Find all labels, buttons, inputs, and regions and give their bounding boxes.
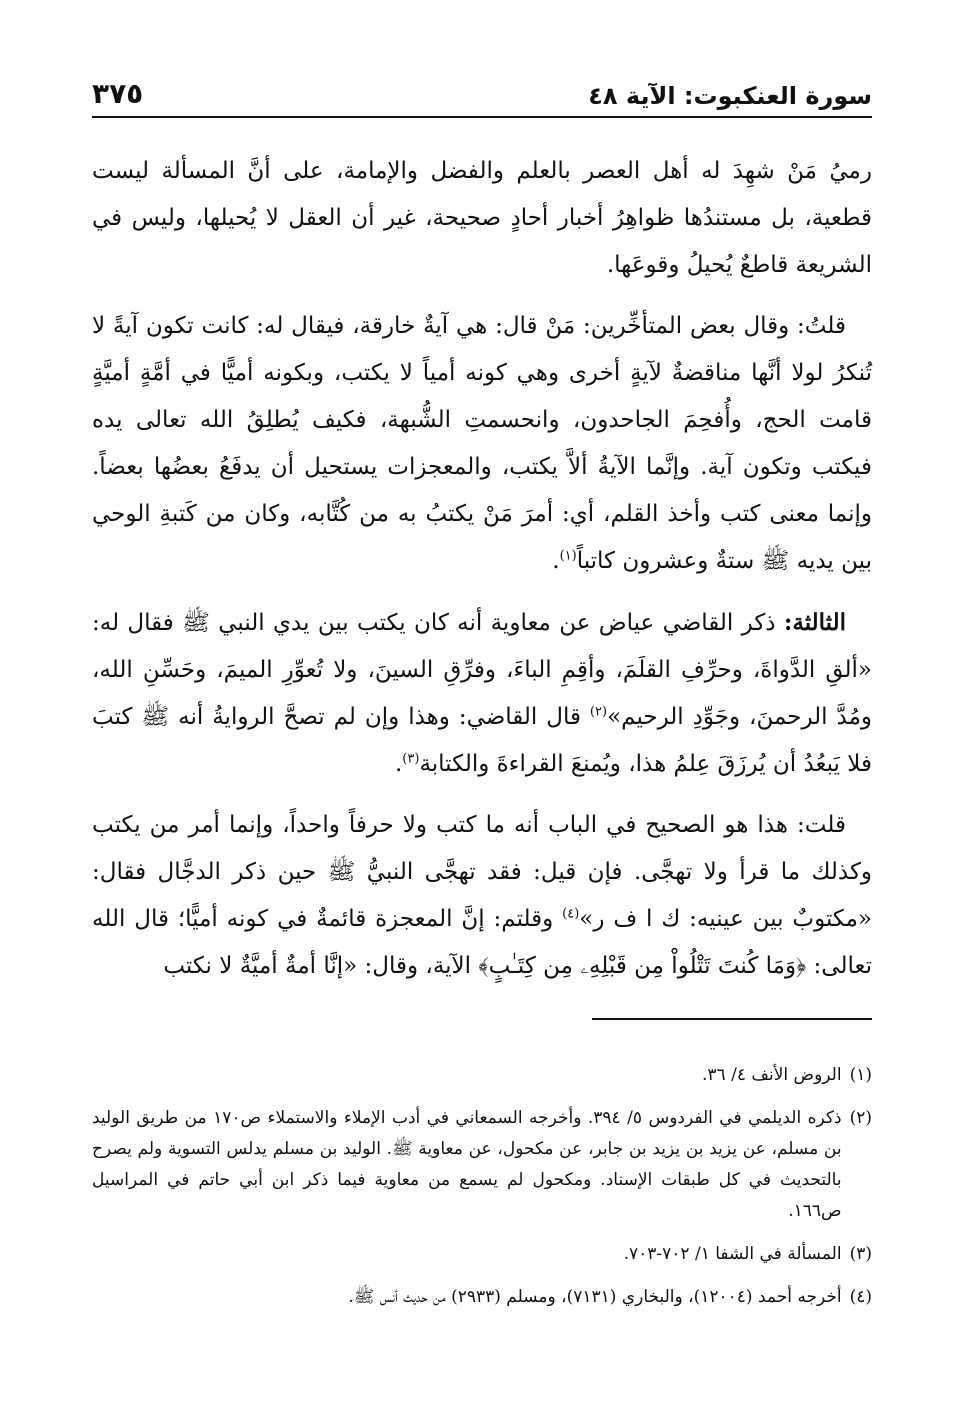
paragraph-text-tail: . (394, 751, 403, 777)
paragraph-text: قلت: هذا هو الصحيح في الباب أنه ما كتب ولا حرفاً واحداً، وإنما أمر من يكتب وكذلك ما قرأ ولا تهجَّى. فإن قيل: فقد تهجَّى النبيُّ ﷺ حين ذكر الدجَّال فقال: «مكتوبٌ بين عينيه: ك ا ف ر» (92, 812, 872, 932)
footnote-ref-2[interactable]: (٢) (589, 704, 608, 720)
section-label: الثالثة: (783, 609, 847, 636)
footnote-4 (92, 1282, 872, 1313)
footnote-ref-3[interactable]: (٣) (402, 751, 420, 767)
paragraph-1 (92, 148, 872, 289)
footnote-number: (٤) (849, 1287, 872, 1307)
footnote-number: (١) (849, 1065, 872, 1085)
paragraph-4 (92, 802, 872, 990)
header-rule (92, 116, 872, 118)
footnote-ref-1[interactable]: (١) (559, 548, 577, 564)
book-page (92, 70, 872, 1370)
footnote-text: ذكره الديلمي في الفردوس ٥/ ٣٩٤. وأخرجه السمعاني في أدب الإملاء والاستملاء ص١٧٠ من طريق الوليد بن مسلم، عن يزيد بن يزيد بن جابر، عن مكحول، عن معاوية ﷺ. الوليد بن مسلم يدلس التسوية ولم يصرح بالتحديث في كل طبقات الإسناد. ومكحول لم يسمع من معاوية فيما ذكر ابن أبي حاتم في المراسيل ص١٦٦. (92, 1108, 842, 1221)
footnote-2 (92, 1103, 872, 1227)
footnote-number: (٢) (849, 1108, 872, 1128)
body-text (92, 148, 872, 1004)
paragraph-text: ذكر القاضي عياض عن معاوية أنه كان يكتب بين يدي النبي ﷺ فقال له: «ألقِ الدَّواةَ، وحرِّفِ القلَمَ، وأقِمِ الباءَ، وفرِّقِ السينَ، ولا تُعوِّرِ الميمَ، وحَسِّنِ الله، ومُدَّ الرحمنَ، وجَوِّدِ الرحيم» (92, 610, 872, 730)
footnote-3 (92, 1239, 872, 1270)
paragraph-text-middle: قال القاضي: وهذا وإن لم تصحَّ الروايةُ أنه ﷺ كتبَ فلا يَبعُدُ أن يُرزَقَ عِلمُ هذا، ويُمنعَ القراءةَ والكتابة (92, 704, 872, 777)
footnote-text: المسألة في الشفا ١/ ٧٠٢-٧٠٣. (623, 1244, 842, 1264)
paragraph-text: رميُ مَنْ شهِدَ له أهل العصر بالعلم والفضل والإمامة، على أنَّ المسألة ليست قطعية، بل مستندُها ظواهِرُ أخبار أحادٍ صحيحة، غير أن العقل لا يُحيلها، وليس في الشريعة قاطعٌ يُحيلُ وقوعَها. (92, 158, 872, 278)
running-title: سورة العنكبوت: الآية ٤٨ (588, 82, 872, 110)
paragraph-3 (92, 599, 872, 788)
footnote-text: الروض الأنف ٤/ ٣٦. (702, 1065, 842, 1085)
paragraph-text-tail: . (552, 548, 560, 574)
running-header (92, 70, 872, 110)
paragraph-2 (92, 303, 872, 585)
footnote-rule (592, 1018, 872, 1020)
footnote-1 (92, 1060, 872, 1091)
footnote-number: (٣) (849, 1244, 872, 1264)
footnote-ref-4[interactable]: (٤) (562, 906, 580, 922)
paragraph-text-tail: وقلتم: إنَّ المعجزة قائمةٌ في كونه أميًّا؛ قال الله تعالى: ﴿وَمَا كُنتَ تَتْلُواْ مِن قَبْلِهِۦ مِن كِتَـٰبٍ﴾ الآية، وقال: «إنَّا أمةٌ أميَّةٌ لا نكتب (92, 906, 872, 979)
footnote-text: أخرجه أحمد (١٢٠٠٤)، والبخاري (٧١٣١)، ومسلم (٢٩٣٣) من حديث أنس ﷺ. (348, 1287, 842, 1307)
page-number: ٣٧٥ (92, 77, 144, 110)
footnotes (92, 1060, 872, 1325)
paragraph-text: قلتُ: وقال بعض المتأخِّرين: مَنْ قال: هي آيةٌ خارقة، فيقال له: كانت تكون آيةً لا تُنكرُ لولا أنَّها مناقضةٌ لآيةٍ أخرى وهي كونه أمياً لا يكتب، وبكونه أميًّا في أمَّةٍ أميَّةٍ قامت الحج، وأُفحِمَ الجاحدون، وانحسمتِ الشُّبهة، فكيف يُطلِقُ الله تعالى يده فيكتب وتكون آية. وإنَّما الآيةُ ألاَّ يكتب، والمعجزات يستحيل أن يدفَعُ بعضُها بعضاً. وإنما معنى كتب وأخذ القلم، أي: أمرَ مَنْ يكتبُ به من كُتَّابه، وكان من كَتبةِ الوحي بين يديه ﷺ ستةٌ وعشرون كاتباً (92, 313, 872, 574)
